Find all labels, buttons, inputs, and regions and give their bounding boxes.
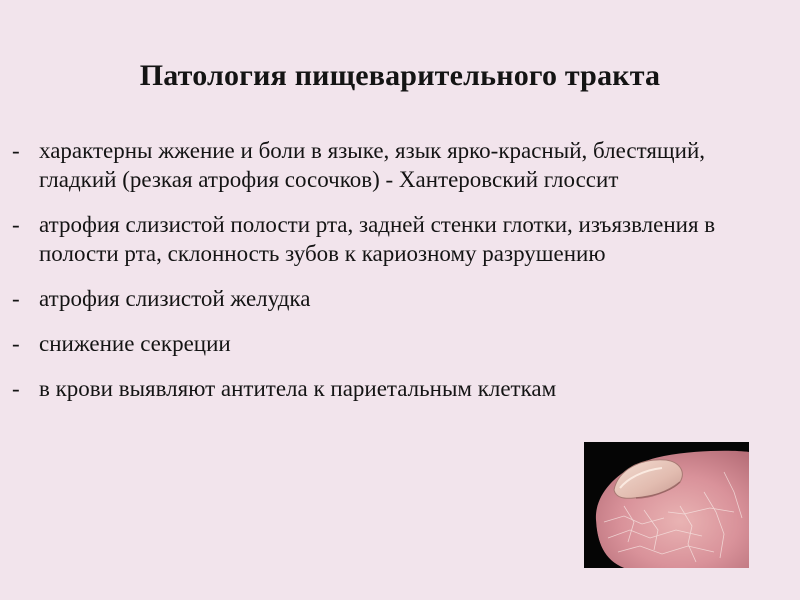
bullet-item [12, 329, 787, 358]
fingernail-photo [584, 442, 749, 568]
bullet-item [12, 374, 787, 403]
bullet-text: снижение секреции [39, 331, 231, 356]
bullet-text: характерны жжение и боли в языке, язык ярко-красный, блестящий, гладкий (резкая атрофия сосочков) - Хантеровский глоссит [39, 138, 706, 192]
slide-title: Патология пищеварительного тракта [139, 59, 661, 92]
bullet-marker: - [12, 138, 20, 163]
bullet-marker: - [12, 376, 20, 401]
bullet-list [12, 136, 787, 419]
bullet-item [12, 284, 787, 313]
bullet-text: в крови выявляют антитела к париетальным клеткам [39, 376, 557, 401]
bullet-marker: - [12, 331, 20, 356]
bullet-item [12, 136, 787, 194]
bullet-text: атрофия слизистой желудка [39, 286, 311, 311]
bullet-text: атрофия слизистой полости рта, задней стенки глотки, изъязвления в полости рта, склонность зубов к кариозному разрушению [39, 212, 716, 266]
bullet-marker: - [12, 212, 20, 237]
bullet-item [12, 210, 787, 268]
bullet-marker: - [12, 286, 20, 311]
